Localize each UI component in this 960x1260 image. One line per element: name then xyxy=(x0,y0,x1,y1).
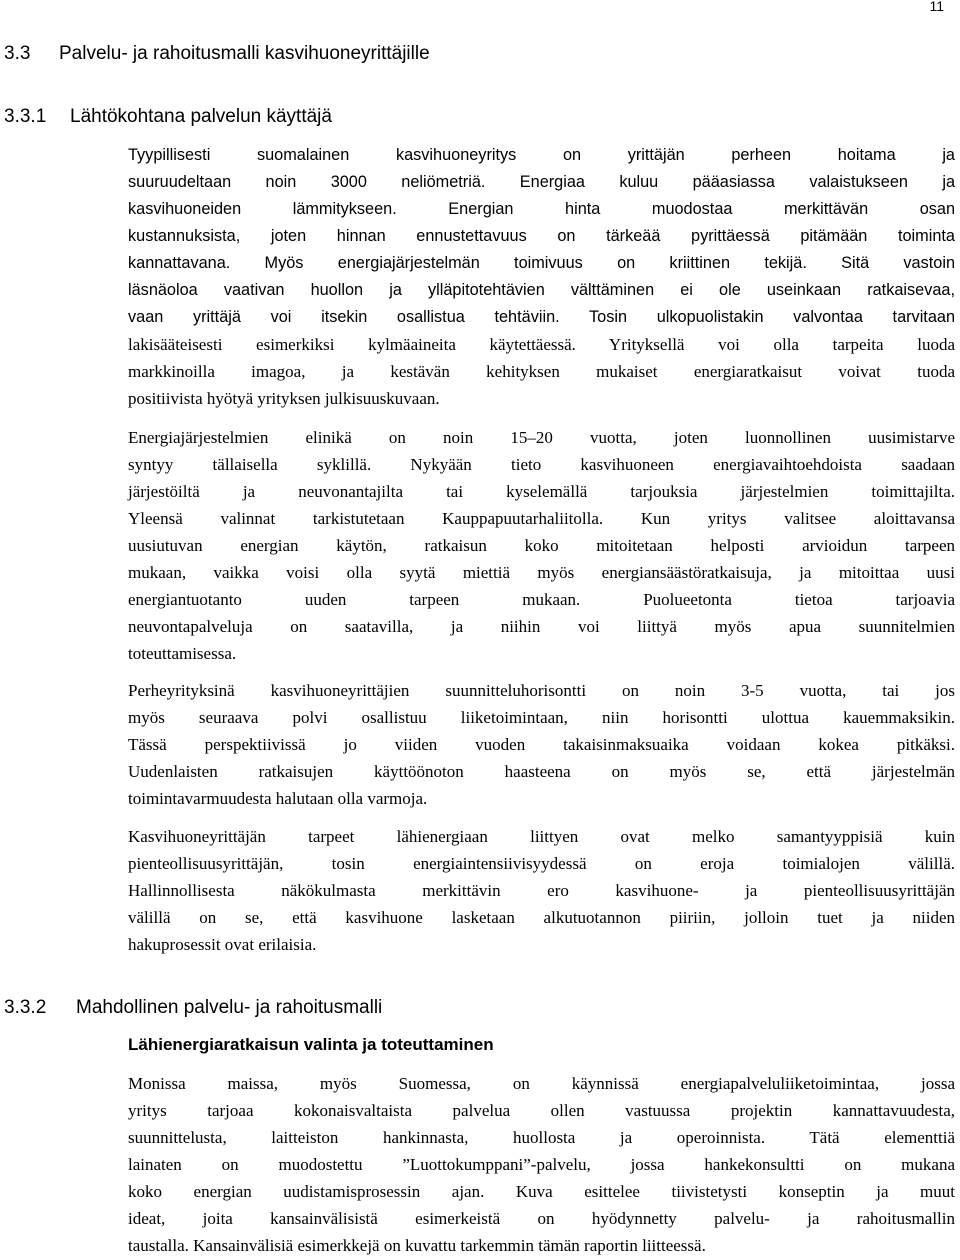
section-heading xyxy=(0,43,430,65)
paragraph-line: markkinoilla imagoa, ja kestävän kehityksen mukaiset energiaratkaisut voivat tuoda xyxy=(128,362,955,381)
paragraph-line: taustalla. Kansainvälisiä esimerkkejä on kuvattu tarkemmin tämän raportin liitteessä. xyxy=(128,1236,706,1255)
subsection-1-title: Lähtökohtana palvelun käyttäjä xyxy=(70,106,332,127)
paragraph-line: mukaan, vaikka voisi olla syytä miettiä myös energiansäästöratkaisuja, ja mitoittaa uusi xyxy=(128,563,955,582)
paragraph-line: Tässä perspektiivissä jo viiden vuoden takaisinmaksuaika voidaan kokea pitkäksi. xyxy=(128,735,955,754)
paragraph-line: Monissa maissa, myös Suomessa, on käynnissä energiapalveluliiketoimintaa, jossa xyxy=(128,1074,955,1093)
subsection-2-heading xyxy=(0,997,382,1019)
paragraph-line: yritys tarjoaa kokonaisvaltaista palvelua ollen vastuussa projektin kannattavuudesta, xyxy=(128,1101,955,1120)
paragraph-1 xyxy=(128,142,955,412)
section-title: Palvelu- ja rahoitusmalli kasvihuoneyrittäjille xyxy=(59,43,430,64)
subsection-2-number: 3.3.2 xyxy=(4,997,47,1018)
paragraph-line: kasvihuoneiden lämmitykseen. Energian hinta muodostaa merkittävän osan xyxy=(128,200,955,218)
paragraph-line: myös seuraava polvi osallistuu liiketoimintaan, niin horisontti ulottua kauemmaksikin. xyxy=(128,708,955,727)
paragraph-line: pienteollisuusyrittäjän, tosin energiaintensiivisyydessä on eroja toimialojen välillä. xyxy=(128,854,955,873)
paragraph-line: Perheyrityksinä kasvihuoneyrittäjien suunnitteluhorisontti on noin 3-5 vuotta, tai jos xyxy=(128,681,955,700)
subsection-2-title: Mahdollinen palvelu- ja rahoitusmalli xyxy=(76,997,383,1018)
paragraph-3 xyxy=(128,677,955,812)
page-number: 11 xyxy=(929,0,944,14)
subsection-1-number: 3.3.1 xyxy=(4,106,47,127)
paragraph-line: koko energian uudistamisprosessin ajan. Kuva esittelee tiivistetysti konseptin ja muut xyxy=(128,1182,955,1201)
paragraph-line: kannattavana. Myös energiajärjestelmän toimivuus on kriittinen tekijä. Sitä vastoin xyxy=(128,254,955,272)
paragraph-line: välillä on se, että kasvihuone lasketaan alkutuotannon piiriin, jolloin tuet ja niiden xyxy=(128,908,955,927)
paragraph-line: ideat, joita kansainvälisistä esimerkeistä on hyödynnetty palvelu- ja rahoitusmallin xyxy=(128,1209,955,1228)
paragraph-line: Yleensä valinnat tarkistutetaan Kauppapuutarhaliitolla. Kun yritys valitsee aloittavansa xyxy=(128,509,955,528)
section-number: 3.3 xyxy=(4,43,31,64)
paragraph-line: positiivista hyötyä yrityksen julkisuuskuvaan. xyxy=(128,389,440,408)
paragraph-line: uusiutuvan energian käytön, ratkaisun koko mitoitetaan helposti arvioidun tarpeen xyxy=(128,536,955,555)
paragraph-line: Hallinnollisesta näkökulmasta merkittävin ero kasvihuone- ja pienteollisuusyrittäjän xyxy=(128,881,955,900)
paragraph-line: energiantuotanto uuden tarpeen mukaan. Puolueetonta tietoa tarjoavia xyxy=(128,590,955,609)
paragraph-line: järjestöiltä ja neuvonantajilta tai kyselemällä tarjouksia järjestelmien toimittajilta. xyxy=(128,482,955,501)
subsection-1-heading xyxy=(0,106,332,128)
paragraph-4 xyxy=(128,823,955,958)
paragraph-line: lakisääteisesti esimerkiksi kylmäaineita käytettäessä. Yrityksellä voi olla tarpeita luoda xyxy=(128,335,955,354)
paragraph-line: Uudenlaisten ratkaisujen käyttöönoton haasteena on myös se, että järjestelmän xyxy=(128,762,955,781)
paragraph-line: toteuttamisessa. xyxy=(128,644,237,663)
paragraph-line: toimintavarmuudesta halutaan olla varmoja. xyxy=(128,789,428,808)
paragraph-2 xyxy=(128,424,955,667)
paragraph-line: suunnittelusta, laitteiston hankinnasta, huollosta ja operoinnista. Tätä elementtiä xyxy=(128,1128,955,1147)
paragraph-line: Kasvihuoneyrittäjän tarpeet lähienergiaan liittyen ovat melko samantyyppisiä kuin xyxy=(128,827,955,846)
paragraph-5 xyxy=(128,1070,955,1259)
paragraph-line: kustannuksista, joten hinnan ennustettavuus on tärkeää pyrittäessä pitämään toiminta xyxy=(128,227,955,245)
paragraph-line: lainaten on muodostettu ”Luottokumppani”-palvelu, jossa hankekonsultti on mukana xyxy=(128,1155,955,1174)
paragraph-line: neuvontapalveluja on saatavilla, ja niihin voi liittyä myös apua suunnitelmien xyxy=(128,617,955,636)
paragraph-line: hakuprosessit ovat erilaisia. xyxy=(128,935,317,954)
paragraph-line: läsnäoloa vaativan huollon ja ylläpitotehtävien välttäminen ei ole useinkaan ratkaisevaa, xyxy=(128,281,955,299)
paragraph-line: syntyy tällaisella syklillä. Nykyään tieto kasvihuoneen energiavaihtoehdoista saadaan xyxy=(128,455,955,474)
paragraph-line: suuruudeltaan noin 3000 neliömetriä. Energiaa kuluu pääasiassa valaistukseen ja xyxy=(128,173,955,191)
subsection-2-subheading: Lähienergiaratkaisun valinta ja toteuttaminen xyxy=(128,1035,494,1054)
paragraph-line: vaan yrittäjä voi itsekin osallistua tehtäviin. Tosin ulkopuolistakin valvontaa tarvitaan xyxy=(128,308,955,326)
paragraph-line: Tyypillisesti suomalainen kasvihuoneyritys on yrittäjän perheen hoitama ja xyxy=(128,146,955,164)
paragraph-line: Energiajärjestelmien elinikä on noin 15–20 vuotta, joten luonnollinen uusimistarve xyxy=(128,428,955,447)
